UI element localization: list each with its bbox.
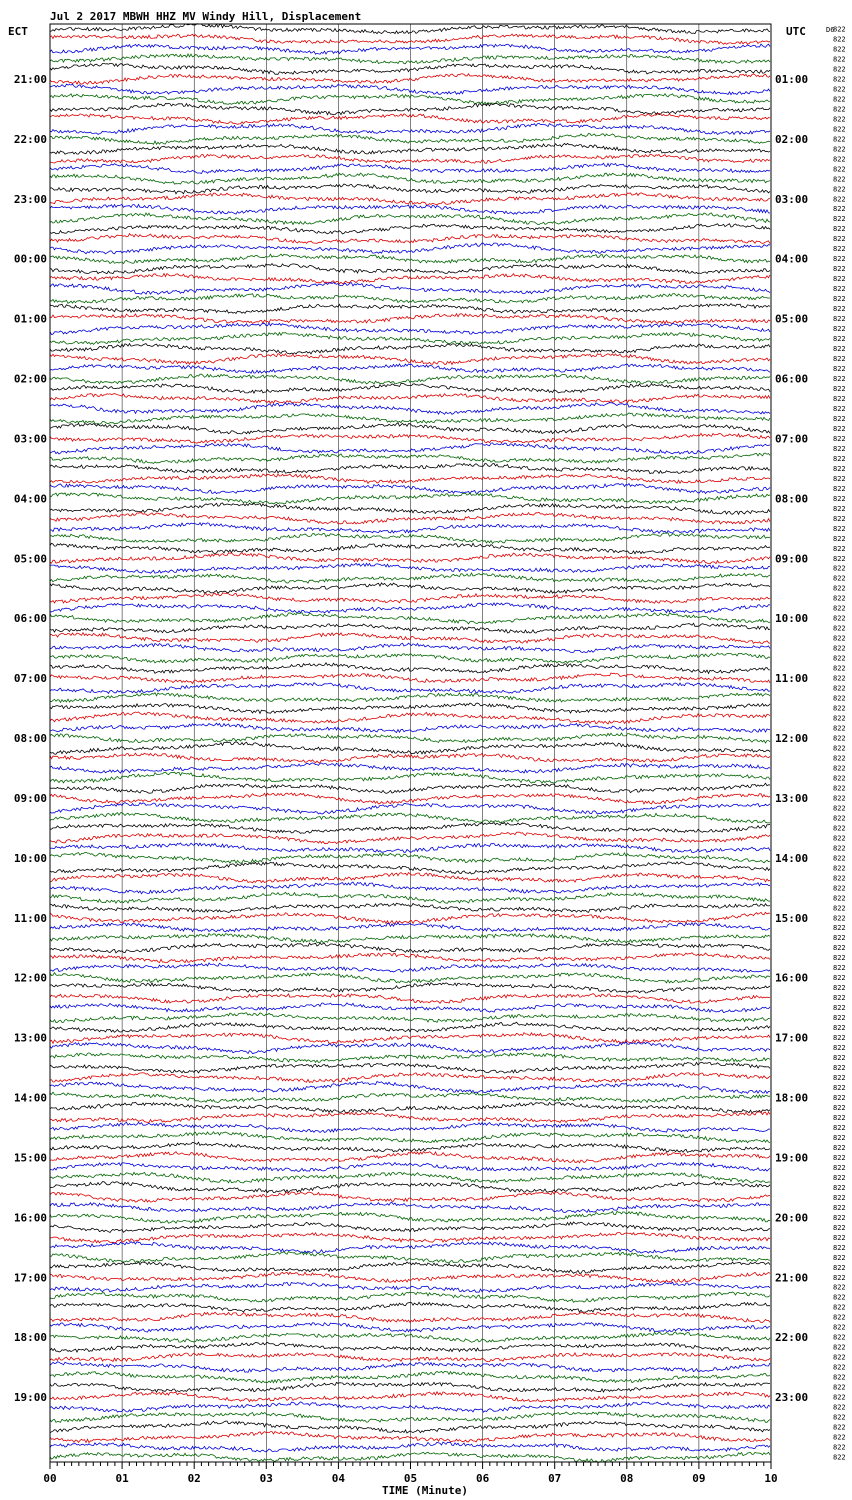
trace-scale-label: 822 <box>833 1383 846 1392</box>
trace-scale-label: 822 <box>833 295 846 304</box>
trace-scale-label: 822 <box>833 534 846 543</box>
right-hour-label: 12:00 <box>775 732 809 746</box>
trace-scale-label: 822 <box>833 1163 846 1172</box>
trace-scale-label: 822 <box>833 355 846 364</box>
trace-scale-label: 822 <box>833 1233 846 1242</box>
right-hour-label: 08:00 <box>775 492 809 506</box>
trace-scale-label: 822 <box>833 974 846 983</box>
trace-scale-label: 822 <box>833 714 846 723</box>
left-hour-label: 02:00 <box>13 372 47 386</box>
trace-scale-label: 822 <box>833 1453 846 1462</box>
trace-scale-label: 822 <box>833 1423 846 1432</box>
corner-label: D6 <box>826 26 835 34</box>
right-hour-label: 11:00 <box>775 672 809 686</box>
trace-scale-label: 822 <box>833 574 846 583</box>
trace-scale-label: 822 <box>833 394 846 403</box>
trace-scale-label: 822 <box>833 1153 846 1162</box>
trace-scale-label: 822 <box>833 744 846 753</box>
trace-scale-label: 822 <box>833 115 846 124</box>
trace-scale-label: 822 <box>833 1393 846 1402</box>
trace-scale-label: 822 <box>833 75 846 84</box>
trace-scale-label: 822 <box>833 1283 846 1292</box>
trace-scale-label: 822 <box>833 1084 846 1093</box>
trace-scale-label: 822 <box>833 1183 846 1192</box>
right-hour-label: 02:00 <box>775 132 809 146</box>
trace-scale-label: 822 <box>833 734 846 743</box>
trace-scale-label: 822 <box>833 784 846 793</box>
trace-scale-label: 822 <box>833 185 846 194</box>
trace-scale-label: 822 <box>833 135 846 144</box>
x-tick-label: 01 <box>115 1472 129 1485</box>
trace-scale-label: 822 <box>833 145 846 154</box>
trace-scale-label: 822 <box>833 325 846 334</box>
right-hour-label: 18:00 <box>775 1091 809 1105</box>
left-hour-label: 23:00 <box>13 192 47 206</box>
left-hour-label: 10:00 <box>13 851 47 865</box>
trace-scale-label: 822 <box>833 25 846 34</box>
right-hour-label: 21:00 <box>775 1271 809 1285</box>
trace-scale-label: 822 <box>833 864 846 873</box>
trace-scale-label: 822 <box>833 1103 846 1112</box>
left-hour-label: 11:00 <box>13 911 47 925</box>
trace-scale-label: 822 <box>833 1034 846 1043</box>
trace-scale-label: 822 <box>833 794 846 803</box>
right-hour-label: 03:00 <box>775 192 809 206</box>
left-hour-label: 22:00 <box>13 132 47 146</box>
trace-scale-label: 822 <box>833 404 846 413</box>
trace-scale-label: 822 <box>833 464 846 473</box>
trace-scale-label: 822 <box>833 1173 846 1182</box>
trace-scale-label: 822 <box>833 1113 846 1122</box>
x-tick-label: 06 <box>475 1472 490 1485</box>
left-hour-label: 04:00 <box>13 492 47 506</box>
trace-scale-label: 822 <box>833 65 846 74</box>
trace-scale-label: 822 <box>833 434 846 443</box>
trace-scale-label: 822 <box>833 1413 846 1422</box>
left-hour-label: 17:00 <box>13 1271 47 1285</box>
trace-scale-label: 822 <box>833 55 846 64</box>
trace-scale-label: 822 <box>833 1064 846 1073</box>
trace-scale-label: 822 <box>833 704 846 713</box>
trace-scale-label: 822 <box>833 1313 846 1322</box>
left-axis-label: ECT <box>8 25 28 38</box>
right-hour-label: 17:00 <box>775 1031 809 1045</box>
trace-scale-label: 822 <box>833 335 846 344</box>
trace-scale-label: 822 <box>833 1363 846 1372</box>
trace-scale-label: 822 <box>833 1094 846 1103</box>
trace-scale-label: 822 <box>833 914 846 923</box>
right-hour-label: 10:00 <box>775 612 809 626</box>
trace-scale-label: 822 <box>833 255 846 264</box>
trace-scale-label: 822 <box>833 694 846 703</box>
right-hour-label: 23:00 <box>775 1391 809 1405</box>
trace-scale-label: 822 <box>833 1223 846 1232</box>
trace-scale-label: 822 <box>833 494 846 503</box>
right-hour-label: 04:00 <box>775 252 809 266</box>
trace-scale-label: 822 <box>833 1333 846 1342</box>
trace-scale-label: 822 <box>833 884 846 893</box>
trace-scale-label: 822 <box>833 45 846 54</box>
trace-scale-label: 822 <box>833 1263 846 1272</box>
left-hour-label: 05:00 <box>13 552 47 566</box>
trace-scale-label: 822 <box>833 1193 846 1202</box>
trace-scale-label: 822 <box>833 924 846 933</box>
left-hour-label: 08:00 <box>13 732 47 746</box>
trace-scale-label: 822 <box>833 484 846 493</box>
left-hour-label: 16:00 <box>13 1211 47 1225</box>
trace-scale-label: 822 <box>833 384 846 393</box>
trace-scale-label: 822 <box>833 984 846 993</box>
left-hour-label: 06:00 <box>13 612 47 626</box>
trace-scale-label: 822 <box>833 375 846 384</box>
trace-scale-label: 822 <box>833 724 846 733</box>
trace-scale-label: 822 <box>833 85 846 94</box>
trace-scale-label: 822 <box>833 414 846 423</box>
left-hour-label: 00:00 <box>13 252 47 266</box>
trace-scale-label: 822 <box>833 345 846 354</box>
right-hour-label: 19:00 <box>775 1151 809 1165</box>
trace-scale-label: 822 <box>833 644 846 653</box>
x-tick-label: 00 <box>43 1472 57 1485</box>
left-hour-label: 03:00 <box>13 432 47 446</box>
trace-scale-label: 822 <box>833 225 846 234</box>
trace-scale-label: 822 <box>833 654 846 663</box>
trace-scale-label: 822 <box>833 634 846 643</box>
trace-scale-label: 822 <box>833 424 846 433</box>
trace-scale-label: 822 <box>833 904 846 913</box>
trace-scale-label: 822 <box>833 155 846 164</box>
trace-scale-label: 822 <box>833 205 846 214</box>
trace-scale-label: 822 <box>833 804 846 813</box>
trace-scale-label: 822 <box>833 764 846 773</box>
trace-scale-label: 822 <box>833 474 846 483</box>
trace-scale-label: 822 <box>833 105 846 114</box>
left-hour-label: 12:00 <box>13 971 47 985</box>
right-hour-label: 15:00 <box>775 911 809 925</box>
trace-scale-label: 822 <box>833 365 846 374</box>
trace-scale-label: 822 <box>833 664 846 673</box>
left-hour-label: 14:00 <box>13 1091 47 1105</box>
trace-scale-label: 822 <box>833 894 846 903</box>
right-hour-label: 22:00 <box>775 1331 809 1345</box>
trace-scale-label: 822 <box>833 824 846 833</box>
right-hour-label: 09:00 <box>775 552 809 566</box>
trace-scale-label: 822 <box>833 624 846 633</box>
right-hour-label: 16:00 <box>775 971 809 985</box>
trace-scale-label: 822 <box>833 524 846 533</box>
trace-scale-label: 822 <box>833 285 846 294</box>
trace-scale-label: 822 <box>833 504 846 513</box>
trace-scale-label: 822 <box>833 584 846 593</box>
x-tick-label: 05 <box>403 1472 418 1485</box>
trace-scale-label: 822 <box>833 1343 846 1352</box>
left-hour-label: 07:00 <box>13 672 47 686</box>
trace-scale-label: 822 <box>833 844 846 853</box>
right-hour-label: 20:00 <box>775 1211 809 1225</box>
left-hour-label: 13:00 <box>13 1031 47 1045</box>
trace-scale-label: 822 <box>833 1433 846 1442</box>
trace-scale-label: 822 <box>833 245 846 254</box>
trace-scale-label: 822 <box>833 1353 846 1362</box>
trace-scale-label: 822 <box>833 165 846 174</box>
left-hour-label: 15:00 <box>13 1151 47 1165</box>
trace-scale-label: 822 <box>833 1133 846 1142</box>
right-axis-label: UTC <box>786 25 806 38</box>
right-hour-label: 13:00 <box>775 791 809 805</box>
trace-scale-label: 822 <box>833 195 846 204</box>
left-hour-label: 01:00 <box>13 312 47 326</box>
trace-scale-label: 822 <box>833 1303 846 1312</box>
trace-scale-label: 822 <box>833 1074 846 1083</box>
trace-scale-label: 822 <box>833 1273 846 1282</box>
trace-scale-label: 822 <box>833 594 846 603</box>
trace-scale-label: 822 <box>833 514 846 523</box>
trace-scale-label: 822 <box>833 834 846 843</box>
trace-scale-label: 822 <box>833 1054 846 1063</box>
trace-scale-label: 822 <box>833 35 846 44</box>
trace-scale-label: 822 <box>833 1203 846 1212</box>
trace-scale-label: 822 <box>833 1253 846 1262</box>
left-hour-label: 21:00 <box>13 72 47 86</box>
trace-scale-label: 822 <box>833 854 846 863</box>
trace-scale-label: 822 <box>833 1004 846 1013</box>
trace-scale-label: 822 <box>833 684 846 693</box>
trace-scale-label: 822 <box>833 125 846 134</box>
trace-scale-label: 822 <box>833 95 846 104</box>
trace-scale-label: 822 <box>833 1323 846 1332</box>
trace-scale-label: 822 <box>833 315 846 324</box>
trace-scale-label: 822 <box>833 1373 846 1382</box>
right-hour-label: 07:00 <box>775 432 809 446</box>
trace-scale-label: 822 <box>833 934 846 943</box>
x-tick-label: 04 <box>331 1472 346 1485</box>
trace-scale-label: 822 <box>833 564 846 573</box>
trace-scale-label: 822 <box>833 1243 846 1252</box>
x-tick-label: 07 <box>548 1472 562 1485</box>
trace-scale-label: 822 <box>833 674 846 683</box>
trace-scale-label: 822 <box>833 454 846 463</box>
left-hour-label: 09:00 <box>13 791 47 805</box>
trace-scale-label: 822 <box>833 994 846 1003</box>
trace-scale-label: 822 <box>833 1213 846 1222</box>
trace-scale-label: 822 <box>833 215 846 224</box>
trace-scale-label: 822 <box>833 604 846 613</box>
trace-scale-label: 822 <box>833 1403 846 1412</box>
trace-scale-label: 822 <box>833 874 846 883</box>
trace-scale-label: 822 <box>833 1143 846 1152</box>
x-tick-label: 08 <box>620 1472 634 1485</box>
x-tick-label: 10 <box>764 1472 778 1485</box>
trace-scale-label: 822 <box>833 1044 846 1053</box>
x-tick-label: 03 <box>259 1472 273 1485</box>
trace-scale-label: 822 <box>833 964 846 973</box>
right-hour-label: 14:00 <box>775 851 809 865</box>
trace-scale-label: 822 <box>833 554 846 563</box>
trace-scale-labels <box>833 25 846 1461</box>
trace-scale-label: 822 <box>833 305 846 314</box>
trace-scale-label: 822 <box>833 265 846 274</box>
right-hour-label: 06:00 <box>775 372 809 386</box>
x-tick-label: 02 <box>187 1472 201 1485</box>
trace-scale-label: 822 <box>833 1293 846 1302</box>
x-tick-label: 09 <box>692 1472 706 1485</box>
trace-scale-label: 822 <box>833 944 846 953</box>
trace-scale-label: 822 <box>833 1014 846 1023</box>
trace-scale-label: 822 <box>833 774 846 783</box>
trace-scale-label: 822 <box>833 175 846 184</box>
trace-scale-label: 822 <box>833 1443 846 1452</box>
right-hour-label: 01:00 <box>775 72 809 86</box>
left-hour-label: 19:00 <box>13 1391 47 1405</box>
trace-scale-label: 822 <box>833 954 846 963</box>
right-hour-label: 05:00 <box>775 312 809 326</box>
trace-scale-label: 822 <box>833 444 846 453</box>
trace-scale-label: 822 <box>833 544 846 553</box>
trace-scale-label: 822 <box>833 1123 846 1132</box>
trace-scale-label: 822 <box>833 614 846 623</box>
trace-scale-label: 822 <box>833 235 846 244</box>
chart-title: Jul 2 2017 MBWH HHZ MV Windy Hill, Displacement <box>50 10 362 23</box>
trace-scale-label: 822 <box>833 754 846 763</box>
trace-scale-label: 822 <box>833 814 846 823</box>
x-axis-title: TIME (Minute) <box>381 1484 469 1497</box>
trace-scale-label: 822 <box>833 275 846 284</box>
left-hour-label: 18:00 <box>13 1331 47 1345</box>
trace-scale-label: 822 <box>833 1024 846 1033</box>
